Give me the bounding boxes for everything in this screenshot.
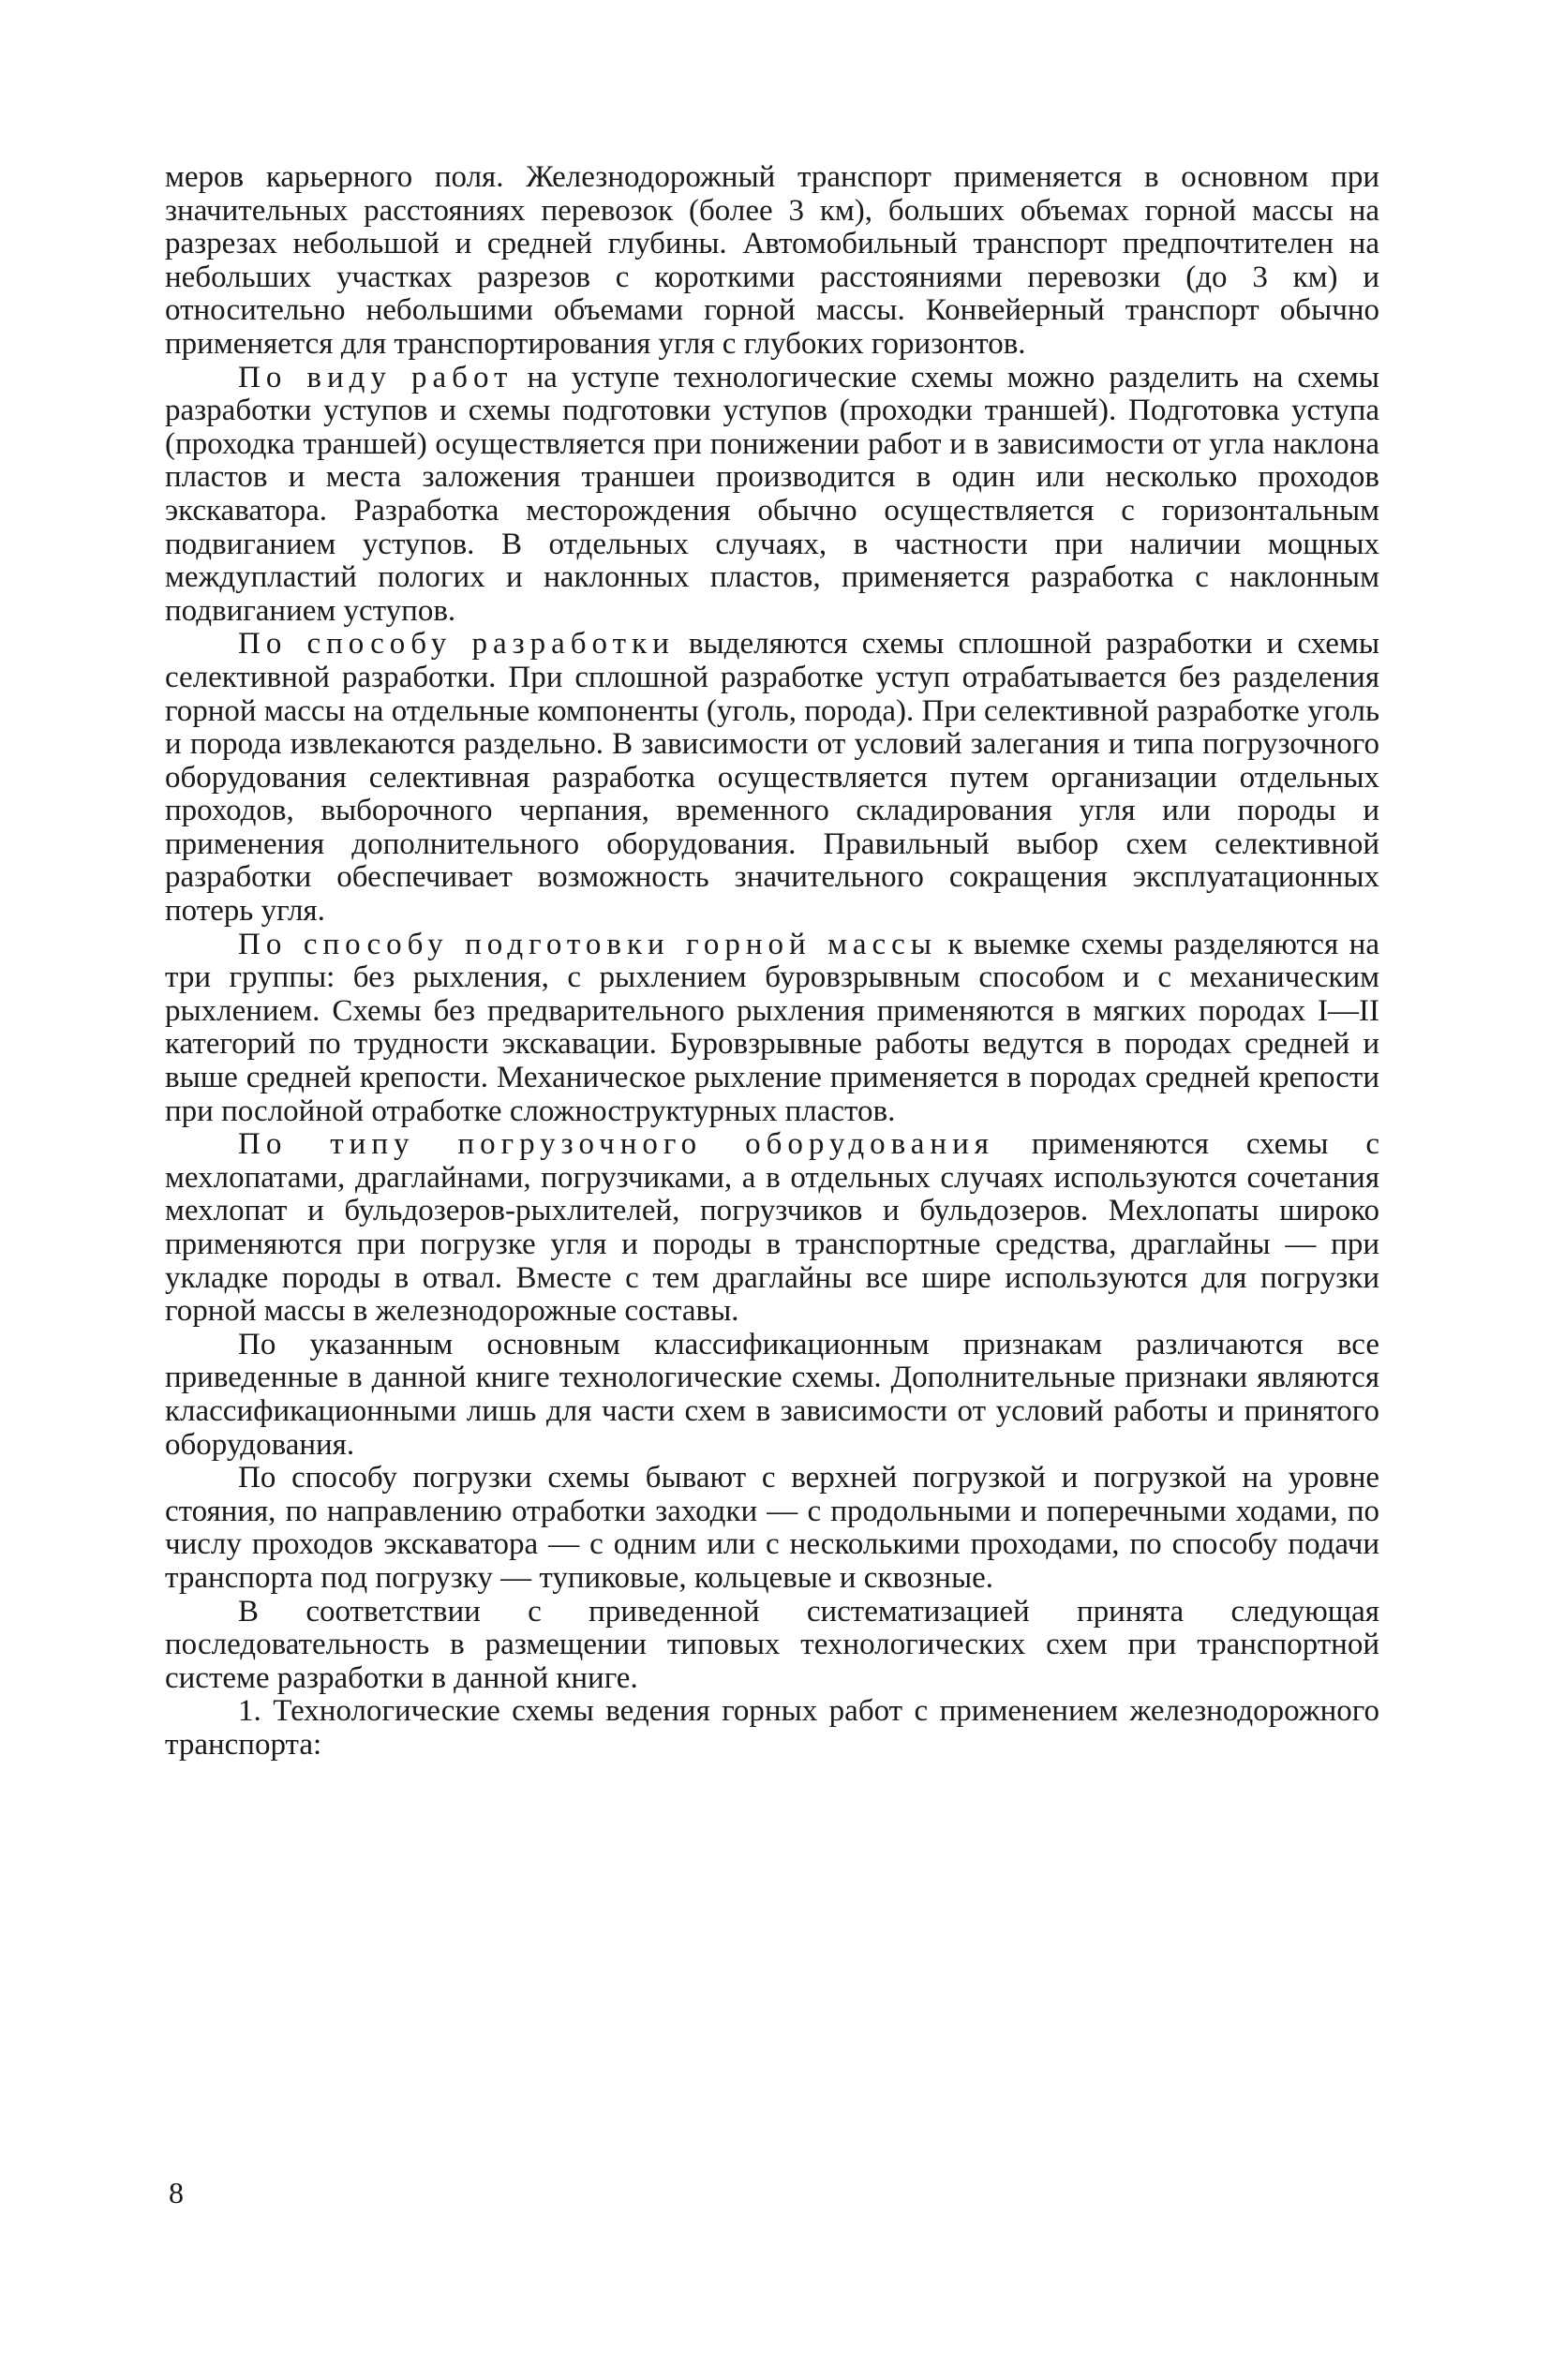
paragraph-text: на уступе технологические схемы можно разделить на схемы разработки уступов и схемы подготовки уступов (проходки траншей). Подготовка уступа (проходка траншей) осуществляется при понижении работ и в зависимости от угла наклона пластов и места заложения траншеи производится в один или несколько проходов экскаватора. Разработка месторождения обычно осуществляется с горизонтальным подвиганием уступов. В отдельных случаях, в частности при наличии мощных междупластий пологих и наклонных пластов, применяется разработка с наклонным подвиганием уступов. <box>165 360 1379 628</box>
paragraph <box>165 1462 1379 1595</box>
paragraph <box>165 362 1379 629</box>
spaced-lead: По способу подготовки горной массы <box>238 927 937 961</box>
paragraph-text: к выемке схемы разделяются на три группы: без рыхления, с рыхлением буровзрывным способом и с механическим рыхлением. Схемы без предварительного рыхления применяются в мягких породах I—II категорий по трудности экскавации. Буровзрывные работы ведутся в породах средней и выше средней крепости. Механическое рыхление применяется в породах средней крепости при послойной отработке сложноструктурных пластов. <box>165 927 1379 1128</box>
paragraph <box>165 1128 1379 1329</box>
spaced-lead: По виду работ <box>238 360 514 394</box>
body-text <box>165 161 1379 1763</box>
paragraph <box>165 1329 1379 1462</box>
spaced-lead: По типу погрузочного оборудования <box>238 1127 994 1162</box>
paragraph <box>165 1695 1379 1762</box>
paragraph-text: 1. Технологические схемы ведения горных работ с применением железнодорожного транспорта: <box>165 1694 1379 1762</box>
paragraph-text: В соответствии с приведенной систематизацией принята следующая последовательность в размещении типовых технологических схем при транспортной системе разработки в данной книге. <box>165 1594 1379 1695</box>
paragraph-text: выделяются схемы сплошной разработки и схемы селективной разработки. При сплошной разработке уступ отрабатывается без разделения горной массы на отдельные компоненты (уголь, порода). При селективной разработке уголь и порода извлекаются раздельно. В зависимости от условий залегания и типа погрузочного оборудования селективная разработка осуществляется путем организации отдельных проходов, выборочного черпания, временного складирования угля или породы и применения дополнительного оборудования. Правильный выбор схем селективной разработки обеспечивает возможность значительного сокращения эксплуатационных потерь угля. <box>165 627 1379 929</box>
paragraph <box>165 929 1379 1129</box>
spaced-lead: По способу разработки <box>238 627 675 662</box>
paragraph <box>165 1596 1379 1696</box>
paragraph-text: меров карьерного поля. Железнодорожный транспорт применяется в основном при значительных расстояниях перевозок (более 3 км), больших объемах горной массы на разрезах небольшой и средней глубины. Автомобильный транспорт предпочтителен на небольших участках разрезов с короткими расстояниями перевозки (до 3 км) и относительно небольшими объемами горной массы. Конвейерный транспорт обычно применяется для транспортирования угля с глубоких горизонтов. <box>165 160 1379 361</box>
paragraph <box>165 628 1379 928</box>
page-number: 8 <box>169 2176 184 2209</box>
paragraph <box>165 161 1379 362</box>
paragraph-text: По указанным основным классификационным признакам различаются все приведенные в данной книге технологические схемы. Дополнительные признаки являются классификационными лишь для части схем в зависимости от условий работы и принятого оборудования. <box>165 1327 1379 1462</box>
paragraph-text: По способу погрузки схемы бывают с верхней погрузкой и погрузкой на уровне стояния, по направлению отработки заходки — с продольными и поперечными ходами, по числу проходов экскаватора — с одним или с несколькими проходами, по способу подачи транспорта под погрузку — тупиковые, кольцевые и сквозные. <box>165 1461 1379 1595</box>
paragraph-text: применяются схемы с мехлопатами, драглайнами, погрузчиками, а в отдельных случаях используются сочетания мехлопат и бульдозеров-рыхлителей, погрузчиков и бульдозеров. Мехлопаты широко применяются при погрузке угля и породы в транспортные средства, драглайны — при укладке породы в отвал. Вместе с тем драглайны все шире используются для погрузки горной массы в железнодорожные составы. <box>165 1127 1380 1329</box>
